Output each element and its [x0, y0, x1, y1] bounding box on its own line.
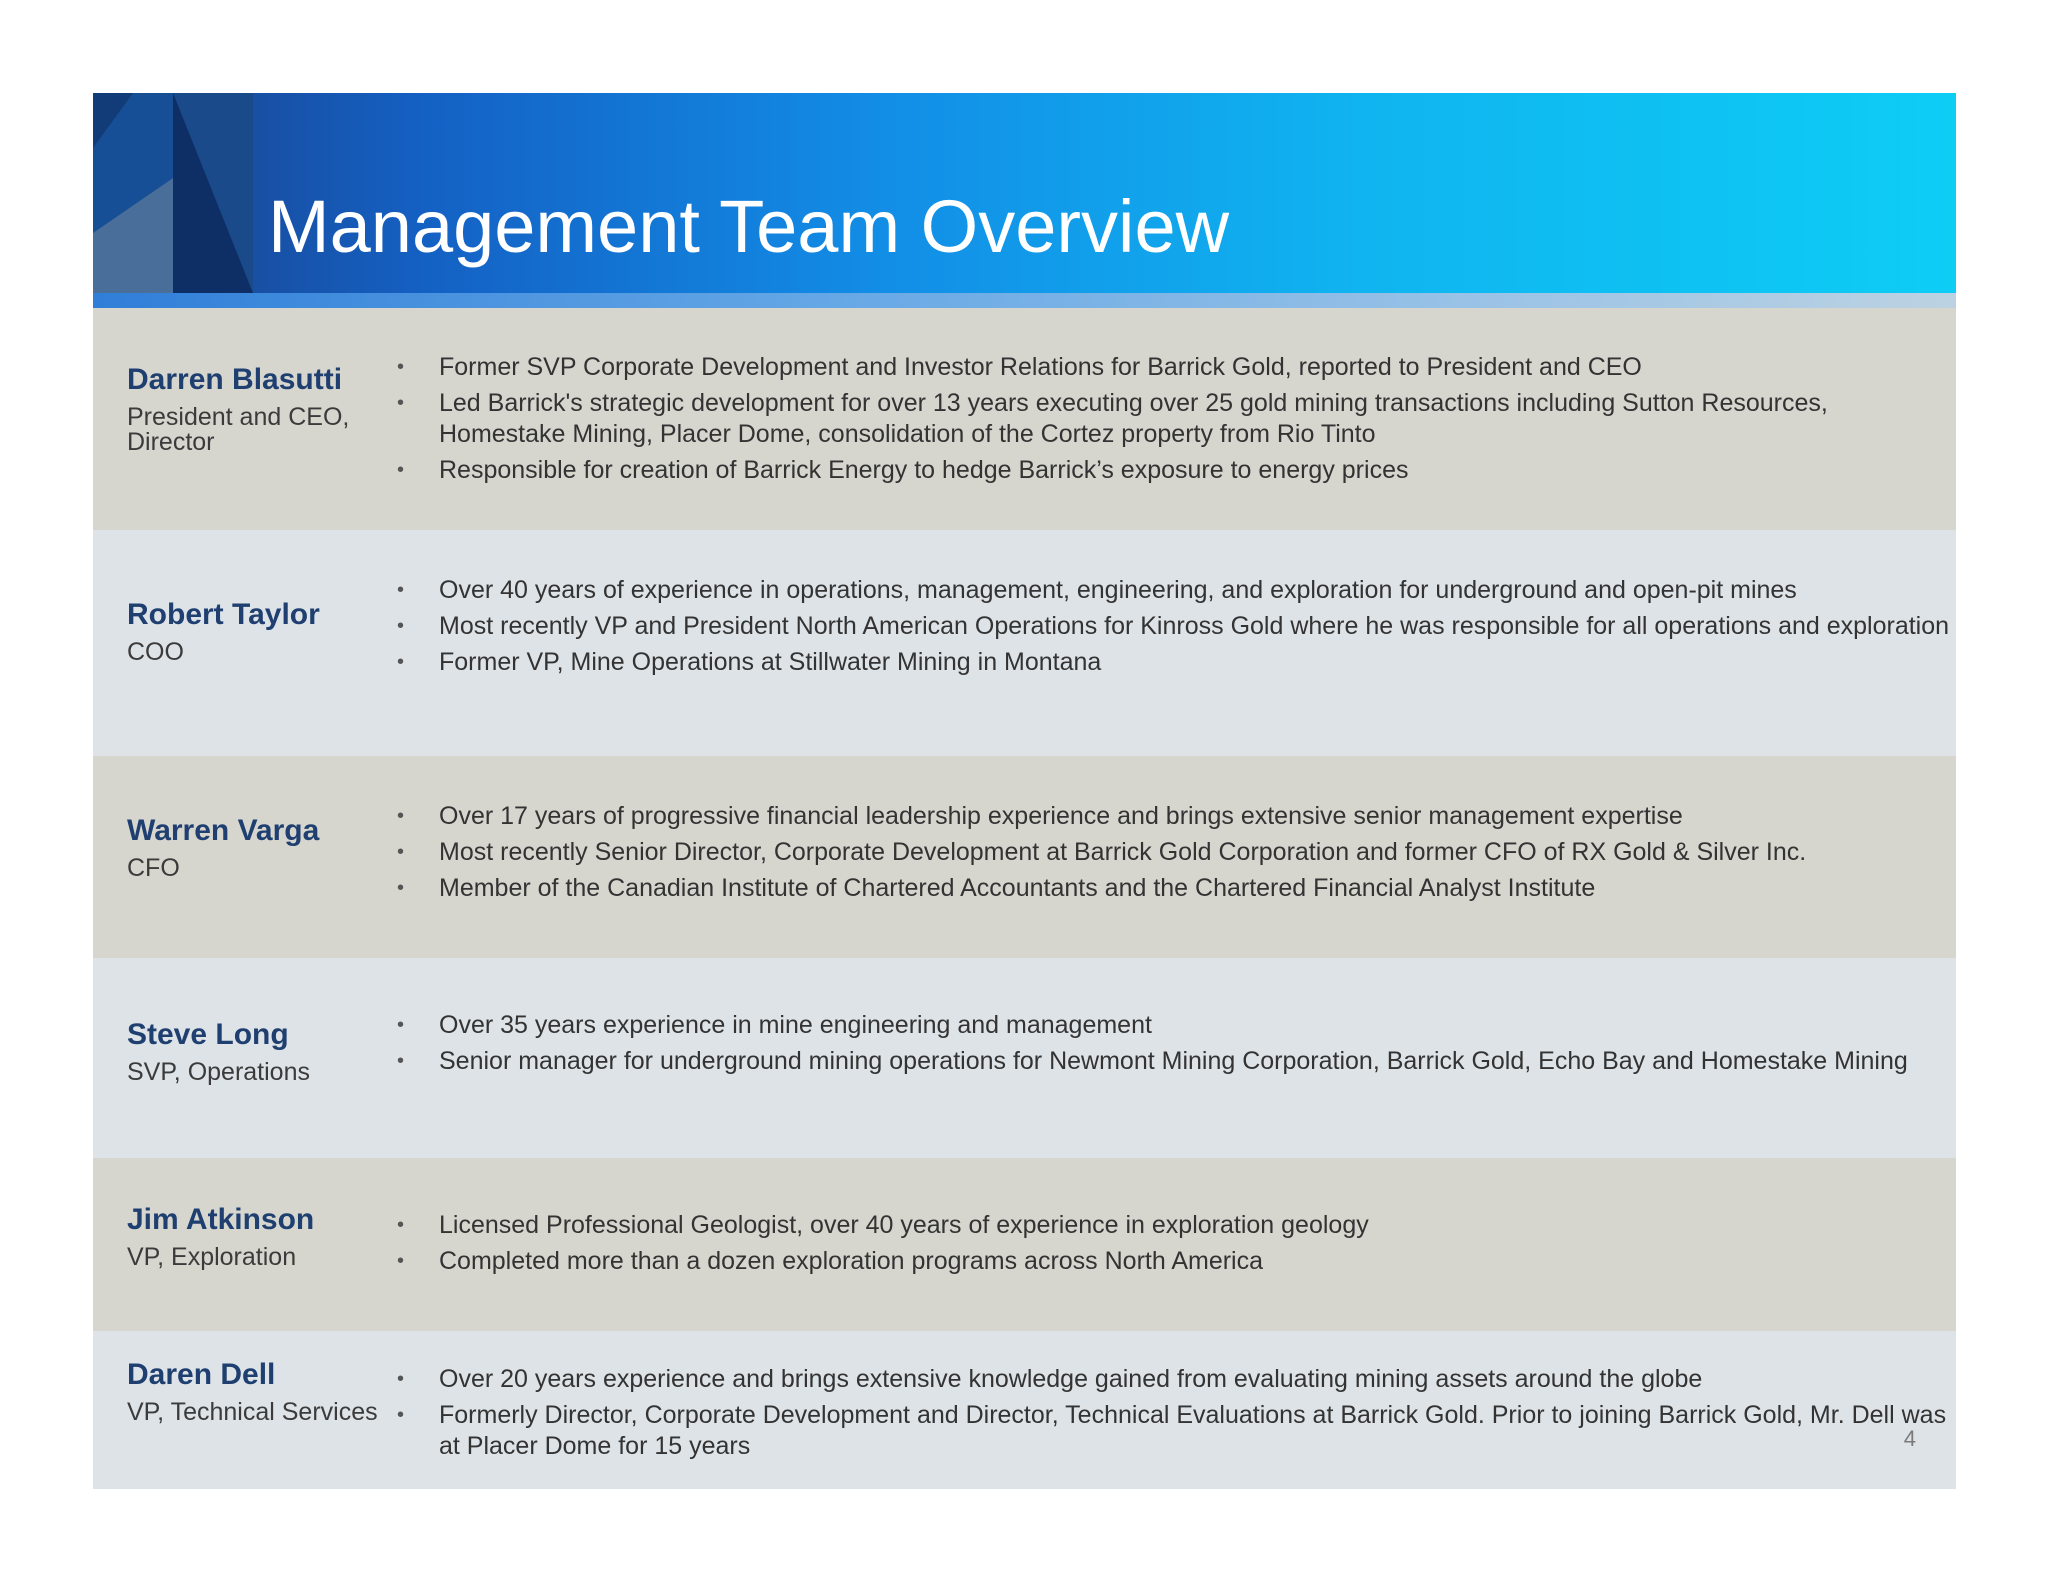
person-info [127, 1018, 387, 1085]
person-title: SVP, Operations [127, 1058, 310, 1086]
person-info [127, 363, 387, 455]
slide [93, 93, 1956, 1489]
bullet-list [393, 575, 1953, 683]
bullet-list [393, 1010, 1953, 1082]
person-title: VP, Exploration [127, 1243, 297, 1271]
bullet-item: • Over 35 years experience in mine engineering and management [393, 1010, 1953, 1041]
bullet-item: • Licensed Professional Geologist, over 40 years of experience in exploration geology [393, 1210, 1953, 1241]
person-name: Daren Dell [127, 1358, 276, 1391]
bullet-item: • Over 20 years experience and brings extensive knowledge gained from evaluating mining assets around the globe [393, 1364, 1953, 1395]
bullet-item: • Former SVP Corporate Development and Investor Relations for Barrick Gold, reported to President and CEO [393, 352, 1953, 383]
team-list [93, 308, 1956, 1489]
bullet-item: • Most recently VP and President North American Operations for Kinross Gold where he was responsible for all operations and exploration [393, 611, 1953, 642]
person-title: COO [127, 638, 184, 666]
person-info [127, 1358, 387, 1425]
bullet-item: • Responsible for creation of Barrick Energy to hedge Barrick’s exposure to energy prices [393, 455, 1953, 486]
person-name: Steve Long [127, 1018, 289, 1051]
team-row [93, 308, 1956, 530]
bullet-item: • Formerly Director, Corporate Development and Director, Technical Evaluations at Barrick Gold. Prior to joining Barrick Gold, Mr. Dell was at Placer Dome for 15 years [393, 1400, 1953, 1462]
person-info [127, 814, 387, 881]
person-name: Jim Atkinson [127, 1203, 315, 1236]
person-name: Darren Blasutti [127, 363, 343, 396]
bullet-list [393, 1364, 1953, 1467]
page-title: Management Team Overview [268, 185, 1230, 268]
corner-logo-icon [93, 93, 253, 293]
bullet-item: • Over 40 years of experience in operations, management, engineering, and exploration for underground and open-pit mines [393, 575, 1953, 606]
header-banner [93, 93, 1956, 293]
team-row [93, 530, 1956, 756]
bullet-item: • Most recently Senior Director, Corporate Development at Barrick Gold Corporation and former CFO of RX Gold & Silver Inc. [393, 837, 1953, 868]
person-name: Warren Varga [127, 814, 320, 847]
bullet-list [393, 1210, 1953, 1282]
bullet-item: • Completed more than a dozen exploration programs across North America [393, 1246, 1953, 1277]
header-divider [93, 293, 1956, 308]
person-title: VP, Technical Services [127, 1398, 378, 1426]
bullet-item: • Led Barrick's strategic development for over 13 years executing over 25 gold mining transactions including Sutton Resources, Homestake Mining, Placer Dome, consolidation of the Cortez property from Rio Tinto [393, 388, 1953, 450]
team-row [93, 756, 1956, 958]
team-row [93, 1331, 1956, 1489]
page-number: 4 [1903, 1426, 1916, 1451]
team-row [93, 1158, 1956, 1331]
person-title: CFO [127, 854, 180, 882]
person-info [127, 1203, 387, 1270]
bullet-item: • Member of the Canadian Institute of Chartered Accountants and the Chartered Financial Analyst Institute [393, 873, 1953, 904]
bullet-item: • Over 17 years of progressive financial leadership experience and brings extensive senior management expertise [393, 801, 1953, 832]
bullet-list [393, 352, 1953, 491]
person-title: President and CEO, Director [127, 403, 350, 456]
person-name: Robert Taylor [127, 598, 320, 631]
bullet-list [393, 801, 1953, 909]
person-info [127, 598, 387, 665]
team-row [93, 958, 1956, 1158]
bullet-item: • Senior manager for underground mining operations for Newmont Mining Corporation, Barrick Gold, Echo Bay and Homestake Mining [393, 1046, 1953, 1077]
bullet-item: • Former VP, Mine Operations at Stillwater Mining in Montana [393, 647, 1953, 678]
